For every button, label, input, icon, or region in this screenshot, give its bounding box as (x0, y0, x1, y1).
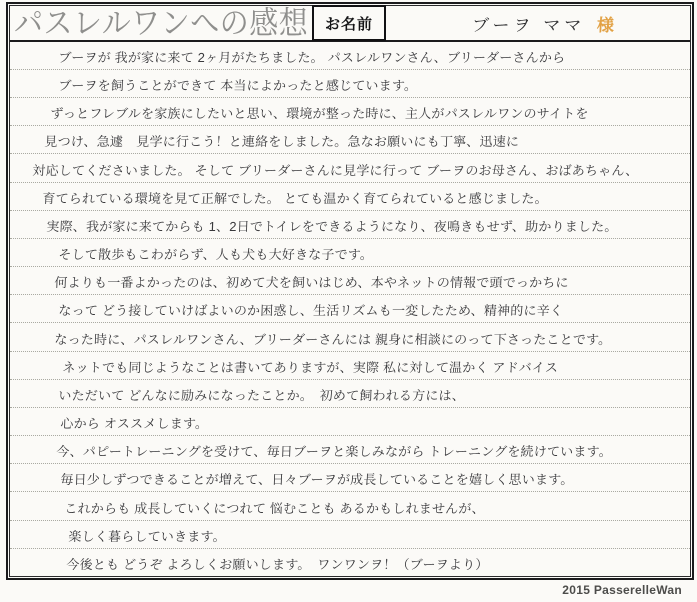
name-value-cell (386, 6, 690, 40)
name-label: お名前 (324, 15, 373, 33)
handwritten-line: 見つけ、急遽 見学に行こう！と連絡をしました。急なお願いにも丁寧、迅速に (10, 126, 690, 154)
handwritten-line: 今後とも どうぞ よろしくお願いします。 ワンワンヲ！（ブーヲより） (66, 556, 489, 572)
handwritten-message-area (10, 42, 690, 576)
handwritten-line: ブーヲが 我が家に来て 2ヶ月がたちました。 パスレルワンさん、ブリーダーさんから (10, 42, 690, 70)
footer (0, 580, 690, 600)
handwritten-line: ネットでも同じようなことは書いてありますが、実際 私に対して温かく アドバイス (10, 352, 690, 380)
handwritten-line: 対応してくださいました。 そして ブリーダーさんに見学に行って ブーヲのお母さん、おばあちゃん、 (10, 155, 690, 183)
honorific-sama: 様 (596, 15, 615, 35)
copyright-text: 2015 PasserelleWan (562, 583, 682, 597)
handwritten-line: 今、パピートレーニングを受けて、毎日ブーヲと楽しみながら トレーニングを続けています。 (10, 436, 690, 464)
handwritten-line: なって どう接していけばよいのか困惑し、生活リズムも一変したため、精神的に辛く (10, 295, 690, 323)
customer-name: ブーヲ ママ (471, 15, 586, 35)
handwritten-line: ブーヲを飼うことができて 本当によかったと感じています。 (10, 70, 690, 98)
handwritten-line: 楽しく暮らしていきます。 (10, 521, 690, 549)
title-cell (10, 6, 313, 40)
name-label-box (312, 5, 386, 41)
form-frame (6, 2, 694, 580)
handwritten-line: 毎日少しずつできることが増えて、日々ブーヲが成長していることを嬉しく思います。 (10, 464, 690, 492)
handwritten-line: 実際、我が家に来てからも 1、2日でトイレをできるようになり、夜鳴きもせず、助かりました。 (10, 211, 690, 239)
handwritten-line: 何よりも一番よかったのは、初めて犬を飼いはじめ、本やネットの情報で頭でっかちに (10, 267, 690, 295)
handwritten-line: そして散歩もこわがらず、人も犬も大好きな子です。 (10, 239, 690, 267)
handwritten-line: いただいて どんなに励みになったことか。 初めて飼われる方には、 (10, 380, 690, 408)
handwritten-line: 育てられている環境を見て正解でした。 とても温かく育てられていると感じました。 (10, 183, 690, 211)
handwritten-line: なった時に、パスレルワンさん、ブリーダーさんには 親身に相談にのって下さったことです。 (10, 324, 690, 352)
form-inner-frame (9, 5, 691, 577)
form-header (10, 6, 690, 42)
handwritten-line: ずっとフレブルを家族にしたいと思い、環境が整った時に、主人がパスレルワンのサイトを (10, 98, 690, 126)
form-title: パスレルワンへの感想 (14, 6, 309, 40)
handwritten-line: 心から オススメします。 (10, 408, 690, 436)
handwritten-line: これからも 成長していくにつれて 悩むことも あるかもしれませんが、 (10, 493, 690, 521)
